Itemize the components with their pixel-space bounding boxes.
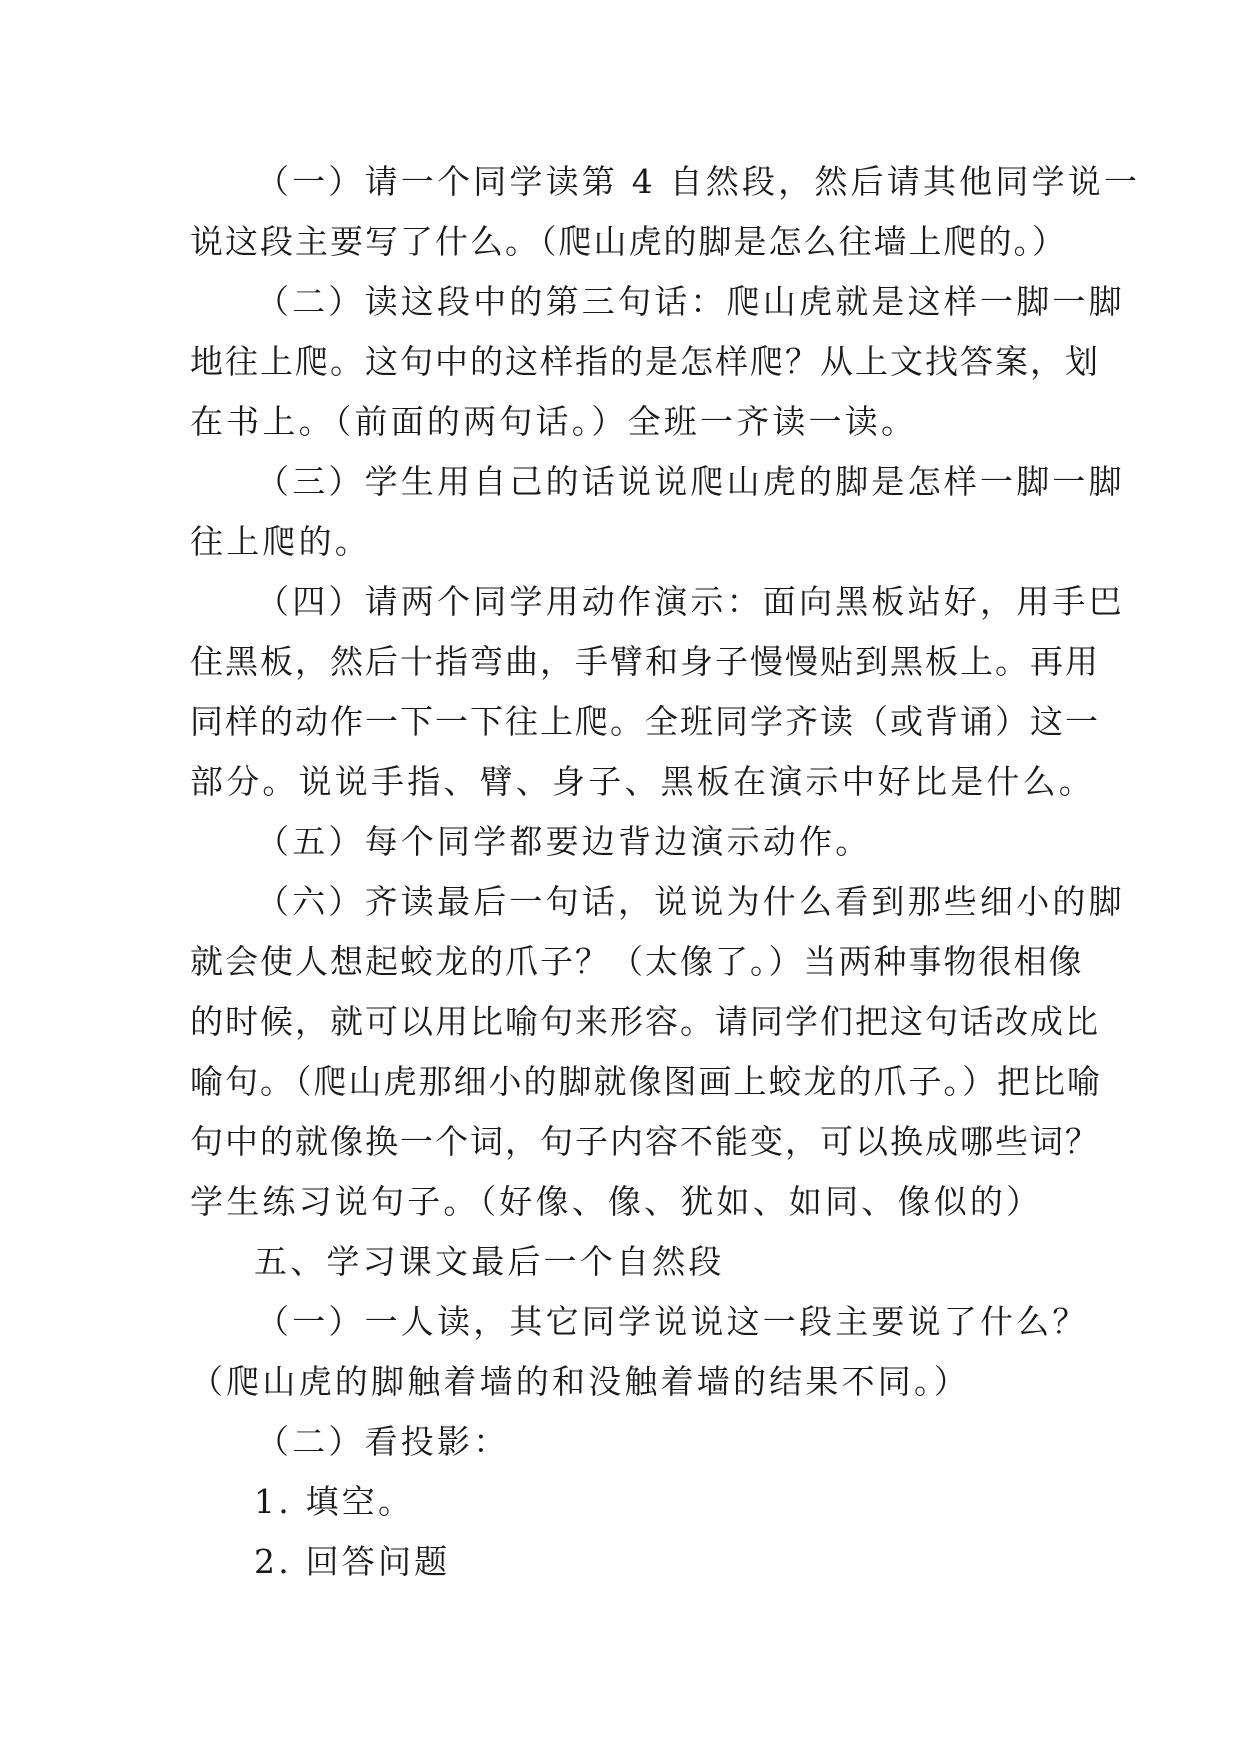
paragraph-line: 说这段主要写了什么。（爬山虎的脚是怎么往墙上爬的。）	[190, 222, 1067, 261]
paragraph-line: 住黑板，然后十指弯曲，手臂和身子慢慢贴到黑板上。再用	[190, 642, 1100, 681]
paragraph-line: （四）请两个同学用动作演示：面向黑板站好，用手巴	[256, 582, 1125, 621]
document-body	[190, 152, 1141, 1592]
paragraph-line: （爬山虎的脚触着墙的和没触着墙的结果不同。）	[190, 1362, 970, 1401]
list-item: 1. 填空。	[254, 1482, 415, 1521]
paragraph-line: 的时候，就可以用比喻句来形容。请同学们把这句话改成比	[190, 1002, 1100, 1041]
paragraph-line: （五）每个同学都要边背边演示动作。	[256, 822, 872, 861]
paragraph-line: 部分。说说手指、臂、身子、黑板在演示中好比是什么。	[190, 762, 1095, 801]
paragraph-line: （二）看投影：	[256, 1422, 510, 1461]
paragraph-line: （三）学生用自己的话说说爬山虎的脚是怎样一脚一脚	[256, 462, 1125, 501]
paragraph-line: 句中的就像换一个词，句子内容不能变，可以换成哪些词？	[190, 1122, 1100, 1161]
paragraph-line: 就会使人想起蛟龙的爪子？（太像了。）当两种事物很相像	[190, 942, 1084, 981]
paragraph-line: 地往上爬。这句中的这样指的是怎样爬？从上文找答案，划	[190, 342, 1100, 381]
section-heading: 五、学习课文最后一个自然段	[254, 1242, 725, 1281]
paragraph-line: 喻句。（爬山虎那细小的脚就像图画上蛟龙的爪子。）把比喻	[190, 1062, 1102, 1101]
paragraph-line: 在书上。（前面的两句话。）全班一齐读一读。	[190, 402, 918, 441]
paragraph-line: 学生练习说句子。（好像、像、犹如、如同、像似的）	[190, 1182, 1043, 1221]
paragraph-line: 往上爬的。	[190, 522, 371, 561]
paragraph-line: （二）读这段中的第三句话：爬山虎就是这样一脚一脚	[256, 282, 1125, 321]
paragraph-line: （六）齐读最后一句话，说说为什么看到那些细小的脚	[256, 882, 1125, 921]
paragraph-line: 同样的动作一下一下往上爬。全班同学齐读（或背诵）这一	[190, 702, 1100, 741]
list-item: 2. 回答问题	[254, 1542, 451, 1581]
paragraph-line: （一）请一个同学读第 4 自然段，然后请其他同学说一	[256, 162, 1141, 201]
paragraph-line: （一）一人读，其它同学说说这一段主要说了什么？	[256, 1302, 1089, 1341]
